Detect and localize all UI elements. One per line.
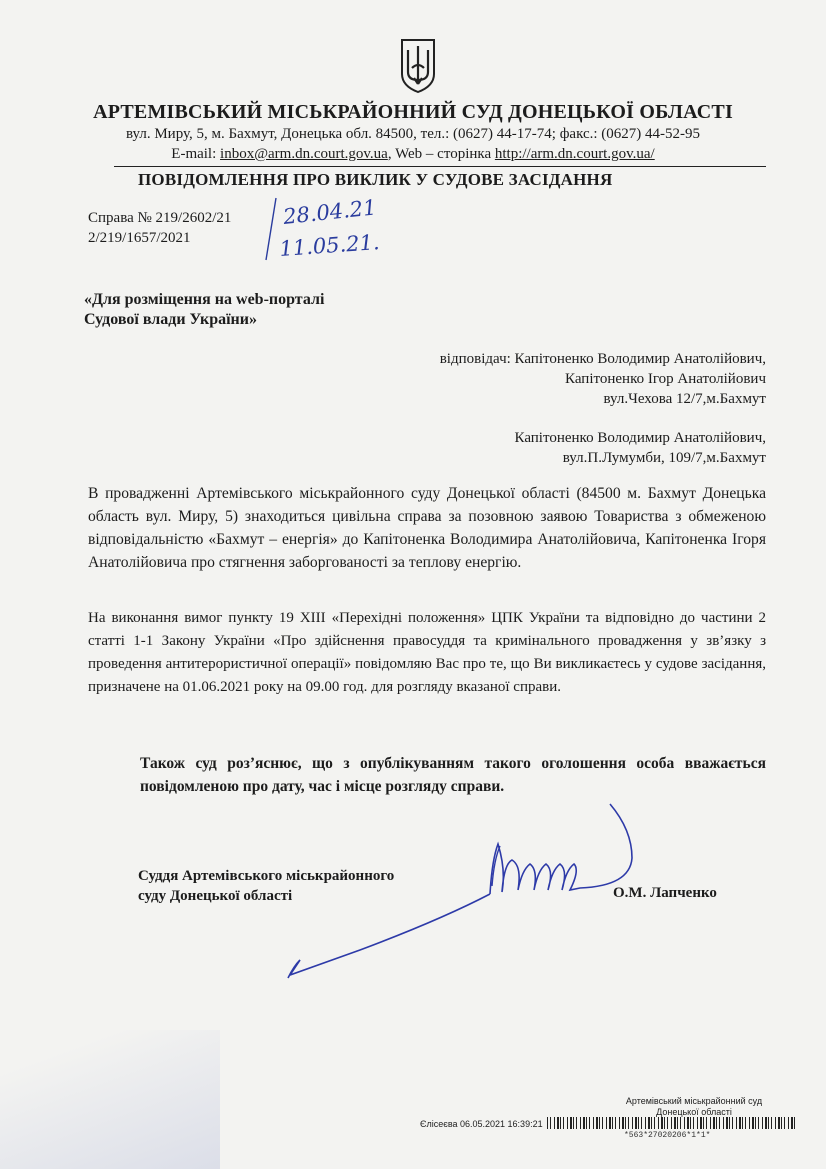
addressee-line-3: вул.Чехова 12/7,м.Бахмут bbox=[603, 391, 766, 407]
stamp-line-2: Донецької області bbox=[656, 1107, 732, 1117]
court-name: АРТЕМІВСЬКИЙ МІСЬКРАЙОННИЙ СУД ДОНЕЦЬКОЇ ОБЛАСТІ bbox=[93, 101, 733, 123]
registration-record: Єлісеєва 06.05.2021 16:39:21 bbox=[420, 1119, 543, 1129]
barcode-number: *563*27020206*1*1* bbox=[624, 1131, 711, 1140]
barcode-icon bbox=[547, 1117, 799, 1129]
judge-title-line-2: суду Донецької області bbox=[138, 888, 293, 904]
case-number: Справа № 219/2602/21 bbox=[88, 210, 232, 226]
website-link[interactable]: http://arm.dn.court.gov.ua/ bbox=[494, 146, 655, 162]
judge-title bbox=[138, 866, 394, 906]
judge-name: О.М. Лапченко bbox=[613, 885, 717, 901]
notice-paragraph: Також суд роз’яснює, що з опублікуванням такого оголошення особа вважається повідомленою про дату, час і місце розгляду справи. bbox=[140, 755, 766, 795]
email-link[interactable]: inbox@arm.dn.court.gov.ua bbox=[220, 146, 388, 162]
stamp-line-1: Артемівський міськрайонний суд bbox=[625, 1096, 763, 1106]
trident-emblem-icon bbox=[398, 38, 438, 94]
email-label: E-mail: bbox=[171, 146, 221, 162]
notice-title: ПОВІДОМЛЕННЯ ПРО ВИКЛИК У СУДОВЕ ЗАСІДАННЯ bbox=[138, 170, 613, 189]
case-reference bbox=[88, 208, 231, 248]
addressee-line-2: Капітоненко Ігор Анатолійович bbox=[565, 371, 766, 387]
court-address: вул. Миру, 5, м. Бахмут, Донецька обл. 84500, тел.: (0627) 44-17-74; факс.: (0627) 44-52-95 bbox=[125, 126, 701, 142]
proceeding-number: 2/219/1657/2021 bbox=[88, 230, 191, 246]
court-contacts bbox=[0, 146, 826, 163]
letterhead-divider bbox=[114, 166, 766, 167]
addressee-line-1: відповідач: Капітоненко Володимир Анатолійович, bbox=[439, 351, 766, 367]
body-paragraph-2: На виконання вимог пункту 19 XIII «Перехідні положення» ЦПК України та відповідно до частини 2 статті 1-1 Закону України «Про здійснення правосуддя та кримінального провадження у зв’язку з проведення антитерористичної операції» повідомляю Вас про те, що Ви викликаєтесь у судове засідання, призначене на 01.06.2021 року на 09.00 год. для розгляду вказаної справи. bbox=[88, 610, 766, 695]
handwritten-dates bbox=[262, 194, 402, 266]
scan-shadow bbox=[0, 1030, 220, 1169]
addressee-line-5: вул.П.Лумумби, 109/7,м.Бахмут bbox=[562, 450, 766, 466]
addressee-block-2 bbox=[300, 428, 766, 468]
handwritten-date-2: 11.05.21. bbox=[278, 230, 381, 261]
web-placement-line-2: Судової влади України» bbox=[84, 311, 257, 328]
registration-stamp bbox=[594, 1096, 794, 1118]
judge-title-line-1: Суддя Артемівського міськрайонного bbox=[138, 868, 395, 884]
web-label: , Web – сторінка bbox=[387, 146, 495, 162]
body-paragraph-1: В провадженні Артемівського міськрайонного суду Донецької області (84500 м. Бахмут Донецька область вул. Миру, 5) знаходиться цивільна справа за позовною заявою Товариства з обмеженою відповідальністю «Бахмут – енергія» до Капітоненка Володимира Анатолійовича, Капітоненка Ігоря Анатолійовича про стягнення заборгованості за теплову енергію. bbox=[88, 485, 766, 571]
addressee-line-4: Капітоненко Володимир Анатолійович, bbox=[514, 430, 766, 446]
addressee-block bbox=[300, 349, 766, 409]
web-placement-line-1: «Для розміщення на web-порталі bbox=[84, 291, 325, 308]
web-placement-note bbox=[84, 290, 324, 330]
handwritten-date-1: 28.04.21 bbox=[282, 195, 378, 229]
